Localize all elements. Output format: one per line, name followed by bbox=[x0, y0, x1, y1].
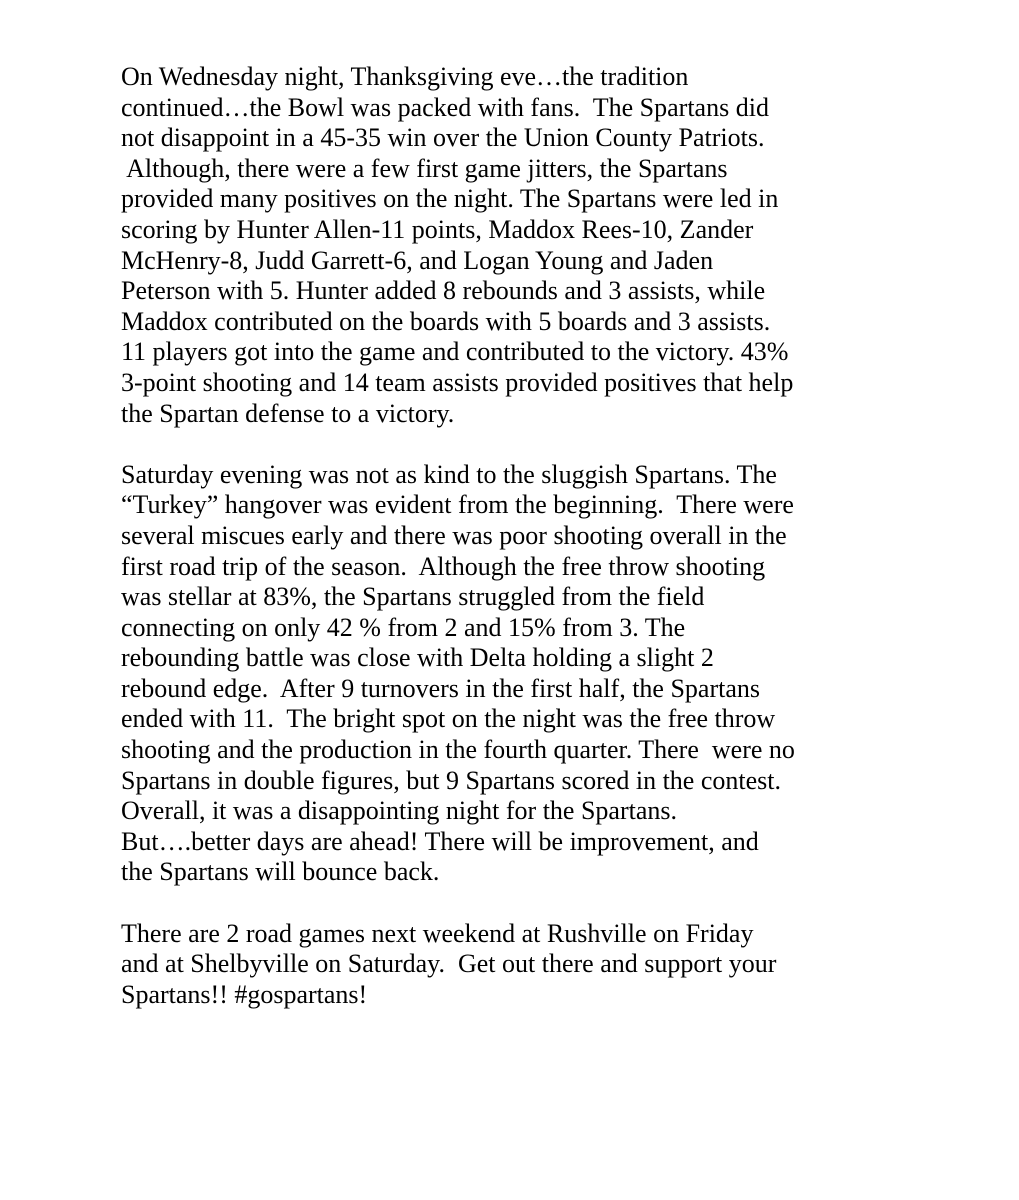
text-line: provided many positives on the night. The Spartans were led in bbox=[121, 184, 779, 214]
text-line: “Turkey” hangover was evident from the beginning. There were bbox=[121, 490, 794, 520]
text-line: rebound edge. After 9 turnovers in the first half, the Spartans bbox=[121, 673, 760, 703]
text-line: rebounding battle was close with Delta holding a slight 2 bbox=[121, 643, 714, 673]
text-line: There are 2 road games next weekend at Rushville on Friday bbox=[121, 918, 754, 948]
paragraph-wednesday-game bbox=[121, 62, 921, 429]
paragraph-spacer bbox=[121, 429, 921, 460]
text-line: several miscues early and there was poor shooting overall in the bbox=[121, 520, 787, 550]
text-line: the Spartan defense to a victory. bbox=[121, 398, 455, 428]
text-line: Maddox contributed on the boards with 5 boards and 3 assists. bbox=[121, 306, 771, 336]
text-line: first road trip of the season. Although the free throw shooting bbox=[121, 551, 766, 581]
text-line: 11 players got into the game and contributed to the victory. 43% bbox=[121, 337, 789, 367]
text-line: McHenry-8, Judd Garrett-6, and Logan Young and Jaden bbox=[121, 245, 714, 275]
text-line: was stellar at 83%, the Spartans struggled from the field bbox=[121, 582, 705, 612]
text-line: and at Shelbyville on Saturday. Get out there and support your bbox=[121, 949, 777, 979]
text-line: shooting and the production in the fourth quarter. There were no bbox=[121, 735, 795, 765]
text-line: Although, there were a few first game jitters, the Spartans bbox=[121, 153, 728, 183]
paragraph-upcoming-games bbox=[121, 919, 921, 1011]
text-line: But….better days are ahead! There will be improvement, and bbox=[121, 826, 759, 856]
paragraph-saturday-game bbox=[121, 460, 921, 888]
paragraph-spacer bbox=[121, 888, 921, 919]
text-line: On Wednesday night, Thanksgiving eve…the tradition bbox=[121, 62, 689, 91]
text-line: Saturday evening was not as kind to the sluggish Spartans. The bbox=[121, 459, 777, 489]
text-line: Spartans in double figures, but 9 Spartans scored in the contest. bbox=[121, 765, 781, 795]
text-line: Spartans!! #gospartans! bbox=[121, 979, 368, 1009]
text-line: Overall, it was a disappointing night for the Spartans. bbox=[121, 796, 678, 826]
text-line: continued…the Bowl was packed with fans. The Spartans did bbox=[121, 92, 769, 122]
text-line: ended with 11. The bright spot on the night was the free throw bbox=[121, 704, 776, 734]
text-line: Peterson with 5. Hunter added 8 rebounds and 3 assists, while bbox=[121, 276, 766, 306]
document-body bbox=[121, 62, 921, 1010]
text-line: the Spartans will bounce back. bbox=[121, 857, 440, 887]
text-line: 3-point shooting and 14 team assists provided positives that help bbox=[121, 367, 794, 397]
text-line: not disappoint in a 45-35 win over the Union County Patriots. bbox=[121, 123, 765, 153]
text-line: connecting on only 42 % from 2 and 15% from 3. The bbox=[121, 612, 686, 642]
text-line: scoring by Hunter Allen-11 points, Maddox Rees-10, Zander bbox=[121, 214, 754, 244]
